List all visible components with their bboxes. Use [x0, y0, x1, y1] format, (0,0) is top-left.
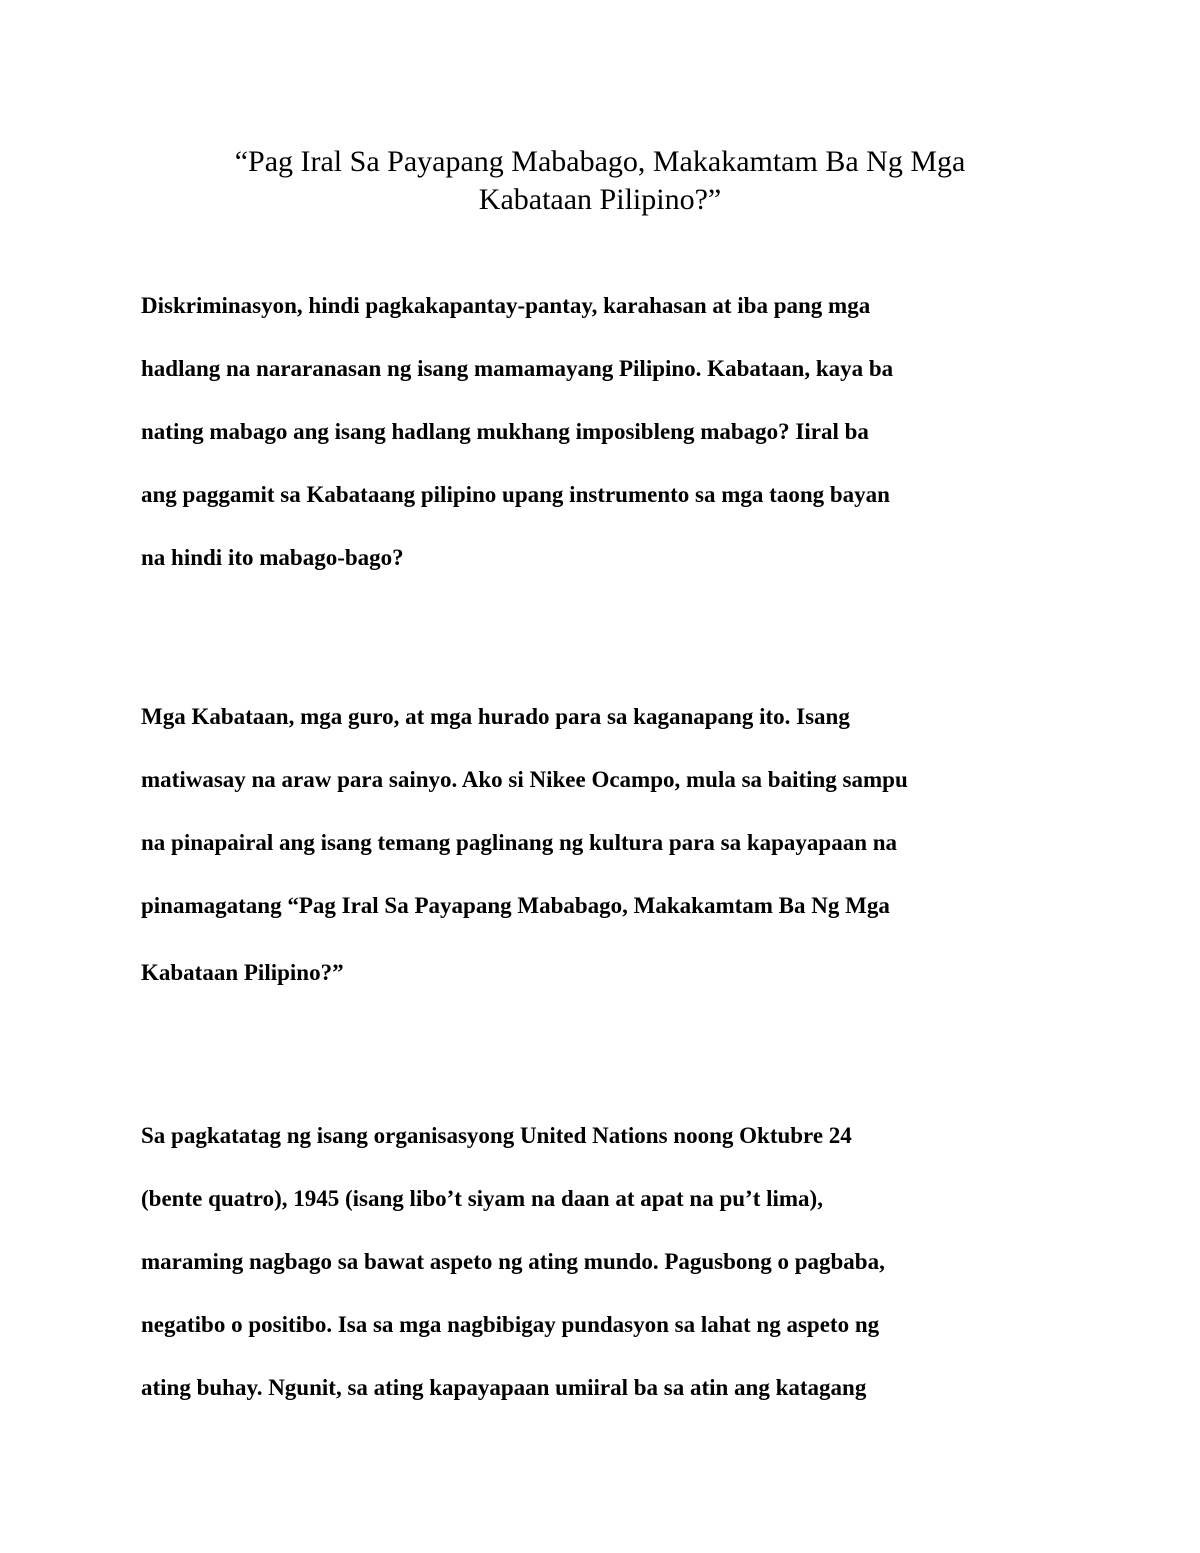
- paragraph-line: na hindi ito mabago-bago?: [141, 545, 404, 570]
- paragraph-2: [141, 702, 1071, 1021]
- paragraph-line: hadlang na nararanasan ng isang mamamayang Pilipino. Kabataan, kaya ba: [141, 356, 894, 381]
- title-line: Kabataan Pilipino?”: [478, 183, 722, 216]
- paragraph-line: Mga Kabataan, mga guro, at mga hurado para sa kaganapang ito. Isang: [141, 704, 850, 729]
- paragraph-line: Sa pagkatatag ng isang organisasyong United Nations noong Oktubre 24: [141, 1123, 852, 1148]
- paragraph-3: [141, 1121, 1071, 1436]
- title-line: “Pag Iral Sa Payapang Mababago, Makakamtam Ba Ng Mga: [234, 145, 966, 178]
- paragraph-line: na pinapairal ang isang temang paglinang ng kultura para sa kapayapaan na: [141, 830, 898, 855]
- paragraph-line: (bente quatro), 1945 (isang libo’t siyam na daan at apat na pu’t lima),: [141, 1186, 823, 1211]
- paragraph-line: matiwasay na araw para sainyo. Ako si Nikee Ocampo, mula sa baiting sampu: [141, 767, 908, 792]
- paragraph-line: Kabataan Pilipino?”: [141, 960, 344, 985]
- paragraph-line: maraming nagbago sa bawat aspeto ng ating mundo. Pagusbong o pagbaba,: [141, 1249, 885, 1274]
- paragraph-line: pinamagatang “Pag Iral Sa Payapang Mababago, Makakamtam Ba Ng Mga: [141, 893, 890, 918]
- paragraph-1: [141, 291, 1071, 606]
- paragraph-line: nating mabago ang isang hadlang mukhang imposibleng mabago? Iiral ba: [141, 419, 869, 444]
- document-title: [140, 143, 1060, 219]
- paragraph-line: negatibo o positibo. Isa sa mga nagbibigay pundasyon sa lahat ng aspeto ng: [141, 1312, 880, 1337]
- paragraph-line: Diskriminasyon, hindi pagkakapantay-pantay, karahasan at iba pang mga: [141, 293, 871, 318]
- paragraph-line: ating buhay. Ngunit, sa ating kapayapaan umiiral ba sa atin ang katagang: [141, 1375, 867, 1400]
- paragraph-line: ang paggamit sa Kabataang pilipino upang instrumento sa mga taong bayan: [141, 482, 890, 507]
